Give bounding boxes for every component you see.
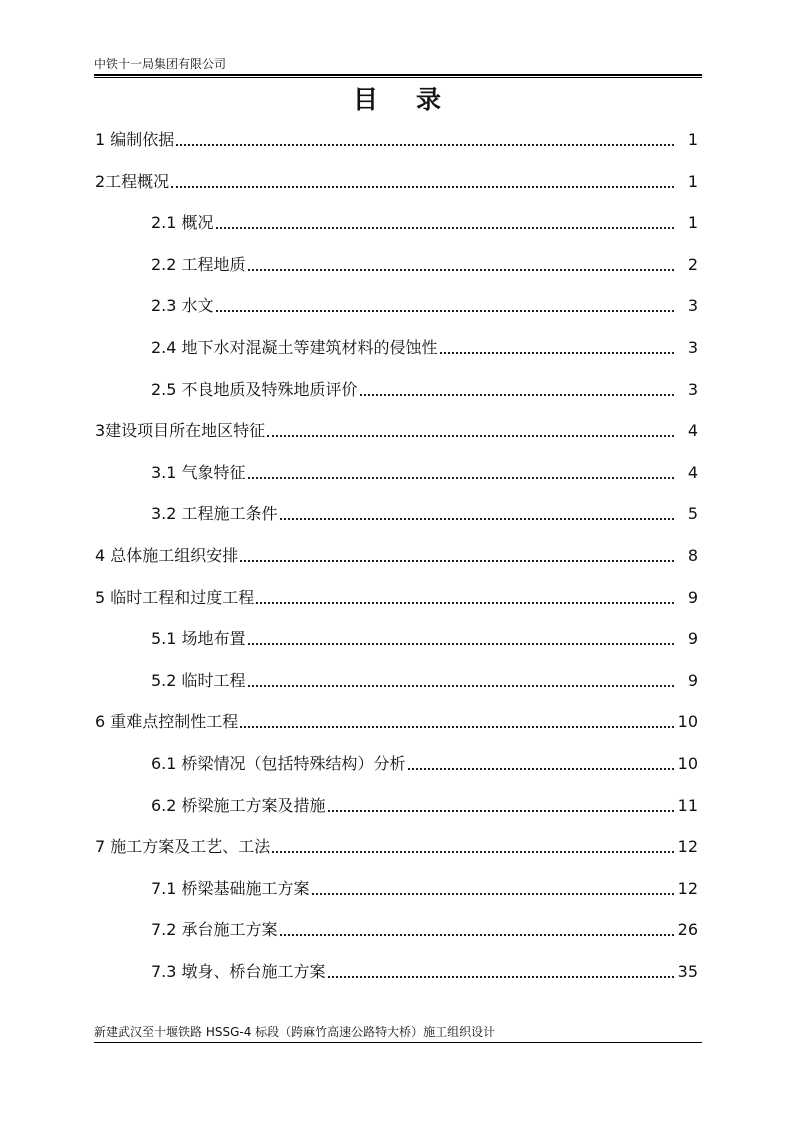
toc-entry[interactable] [151, 628, 698, 650]
toc-entry[interactable] [95, 129, 698, 151]
toc-entry-label: 5.2 临时工程 [151, 670, 246, 690]
toc-entry-label: 7.3 墩身、桥台施工方案 [151, 962, 326, 981]
toc-entry-label: 2.3 水文 [151, 296, 214, 316]
page-title: 目录 [352, 85, 479, 114]
toc-entry[interactable] [151, 919, 698, 941]
toc-entry[interactable] [151, 254, 698, 276]
toc-entry-page: 2 [687, 254, 698, 274]
header-rule [94, 74, 702, 76]
toc-entry[interactable] [151, 961, 698, 983]
toc-entry[interactable] [151, 753, 698, 775]
toc-dot-leader [171, 186, 674, 188]
toc-dot-leader [267, 435, 674, 437]
toc-dot-leader [248, 685, 674, 687]
toc-dot-leader [248, 269, 674, 271]
toc-entry-page: 35 [677, 962, 698, 981]
toc-dot-leader [240, 726, 673, 728]
toc-entry[interactable] [151, 795, 698, 817]
toc-entry-page: 9 [687, 587, 698, 607]
toc-entry[interactable] [151, 503, 698, 525]
toc-dot-leader [240, 560, 674, 562]
toc-entry-page: 1 [687, 213, 698, 233]
running-footer: 新建武汉至十堰铁路 HSSG-4 标段（跨麻竹高速公路特大桥）施工组织设计 [94, 1025, 496, 1039]
toc-entry-label: 6.1 桥梁情况（包括特殊结构）分析 [151, 754, 406, 773]
toc-entry[interactable] [151, 337, 698, 359]
toc-dot-leader [408, 768, 674, 770]
header-rule-thin [94, 77, 702, 78]
toc-entry-page: 11 [677, 795, 698, 815]
toc-entry-page: 4 [687, 421, 698, 441]
toc-entry-label: 3.2 工程施工条件 [151, 504, 278, 524]
toc-entry-page: 3 [687, 296, 698, 316]
toc-dot-leader [256, 602, 674, 604]
toc-dot-leader [216, 227, 674, 229]
toc-entry[interactable] [151, 379, 698, 401]
toc-entry-page: 12 [677, 878, 698, 898]
toc-entry[interactable] [151, 295, 698, 317]
toc-entry-page: 9 [687, 670, 698, 690]
toc-entry-label: 2.1 概况 [151, 213, 214, 233]
toc-entry-label: 3.1 气象特征 [151, 462, 246, 482]
toc-entry[interactable] [151, 878, 698, 900]
footer-rule [94, 1042, 702, 1043]
toc-dot-leader [216, 310, 674, 312]
running-header: 中铁十一局集团有限公司 [94, 57, 227, 71]
toc-entry[interactable] [95, 420, 698, 442]
toc-entry[interactable] [95, 836, 698, 858]
toc-entry-label: 7 施工方案及工艺、工法 [95, 837, 271, 857]
toc-entry-label: 1 编制依据 [95, 130, 175, 149]
toc-entry-page: 10 [677, 712, 698, 732]
toc-entry-label: 6.2 桥梁施工方案及措施 [151, 795, 326, 815]
toc-entry-page: 12 [677, 837, 698, 857]
toc-entry-label: 7.2 承台施工方案 [151, 920, 278, 940]
toc-dot-leader [272, 851, 673, 853]
toc-entry-label: 4 总体施工组织安排 [95, 546, 239, 565]
toc-dot-leader [312, 893, 674, 895]
toc-entry-page: 1 [687, 130, 698, 149]
toc-dot-leader [360, 394, 674, 396]
toc-entry-label: 3建设项目所在地区特征 [95, 421, 266, 441]
toc-dot-leader [248, 477, 674, 479]
toc-dot-leader [280, 518, 674, 520]
toc-dot-leader [440, 352, 674, 354]
toc-entry[interactable] [95, 587, 698, 609]
toc-entry-label: 2.5 不良地质及特殊地质评价 [151, 379, 358, 399]
toc-entry-label: 6 重难点控制性工程 [95, 712, 239, 732]
toc-entry-page: 8 [687, 546, 698, 565]
toc-dot-leader [328, 810, 674, 812]
toc-entry-label: 2工程概况 [95, 171, 170, 191]
toc-entry-page: 3 [687, 379, 698, 399]
toc-entry[interactable] [151, 462, 698, 484]
toc-dot-leader [176, 144, 674, 146]
toc-entry-page: 3 [687, 338, 698, 357]
toc-dot-leader [328, 976, 674, 978]
toc-entry[interactable] [95, 171, 698, 193]
toc-entry-page: 4 [687, 462, 698, 482]
toc-entry-page: 10 [677, 754, 698, 773]
toc-entry-page: 26 [677, 920, 698, 940]
toc-entry-label: 5.1 场地布置 [151, 629, 246, 649]
toc-entry[interactable] [95, 545, 698, 567]
toc-entry[interactable] [95, 711, 698, 733]
toc-dot-leader [280, 934, 674, 936]
toc-entry-label: 2.2 工程地质 [151, 254, 246, 274]
toc-entry[interactable] [151, 670, 698, 692]
toc-entry-page: 1 [687, 171, 698, 191]
toc-entry-label: 5 临时工程和过度工程 [95, 587, 255, 607]
toc-entry-label: 2.4 地下水对混凝土等建筑材料的侵蚀性 [151, 338, 438, 357]
toc-entry-page: 9 [687, 629, 698, 649]
toc-entry-label: 7.1 桥梁基础施工方案 [151, 878, 310, 898]
toc-dot-leader [248, 643, 674, 645]
toc-entry-page: 5 [687, 504, 698, 524]
toc-entry[interactable] [151, 212, 698, 234]
